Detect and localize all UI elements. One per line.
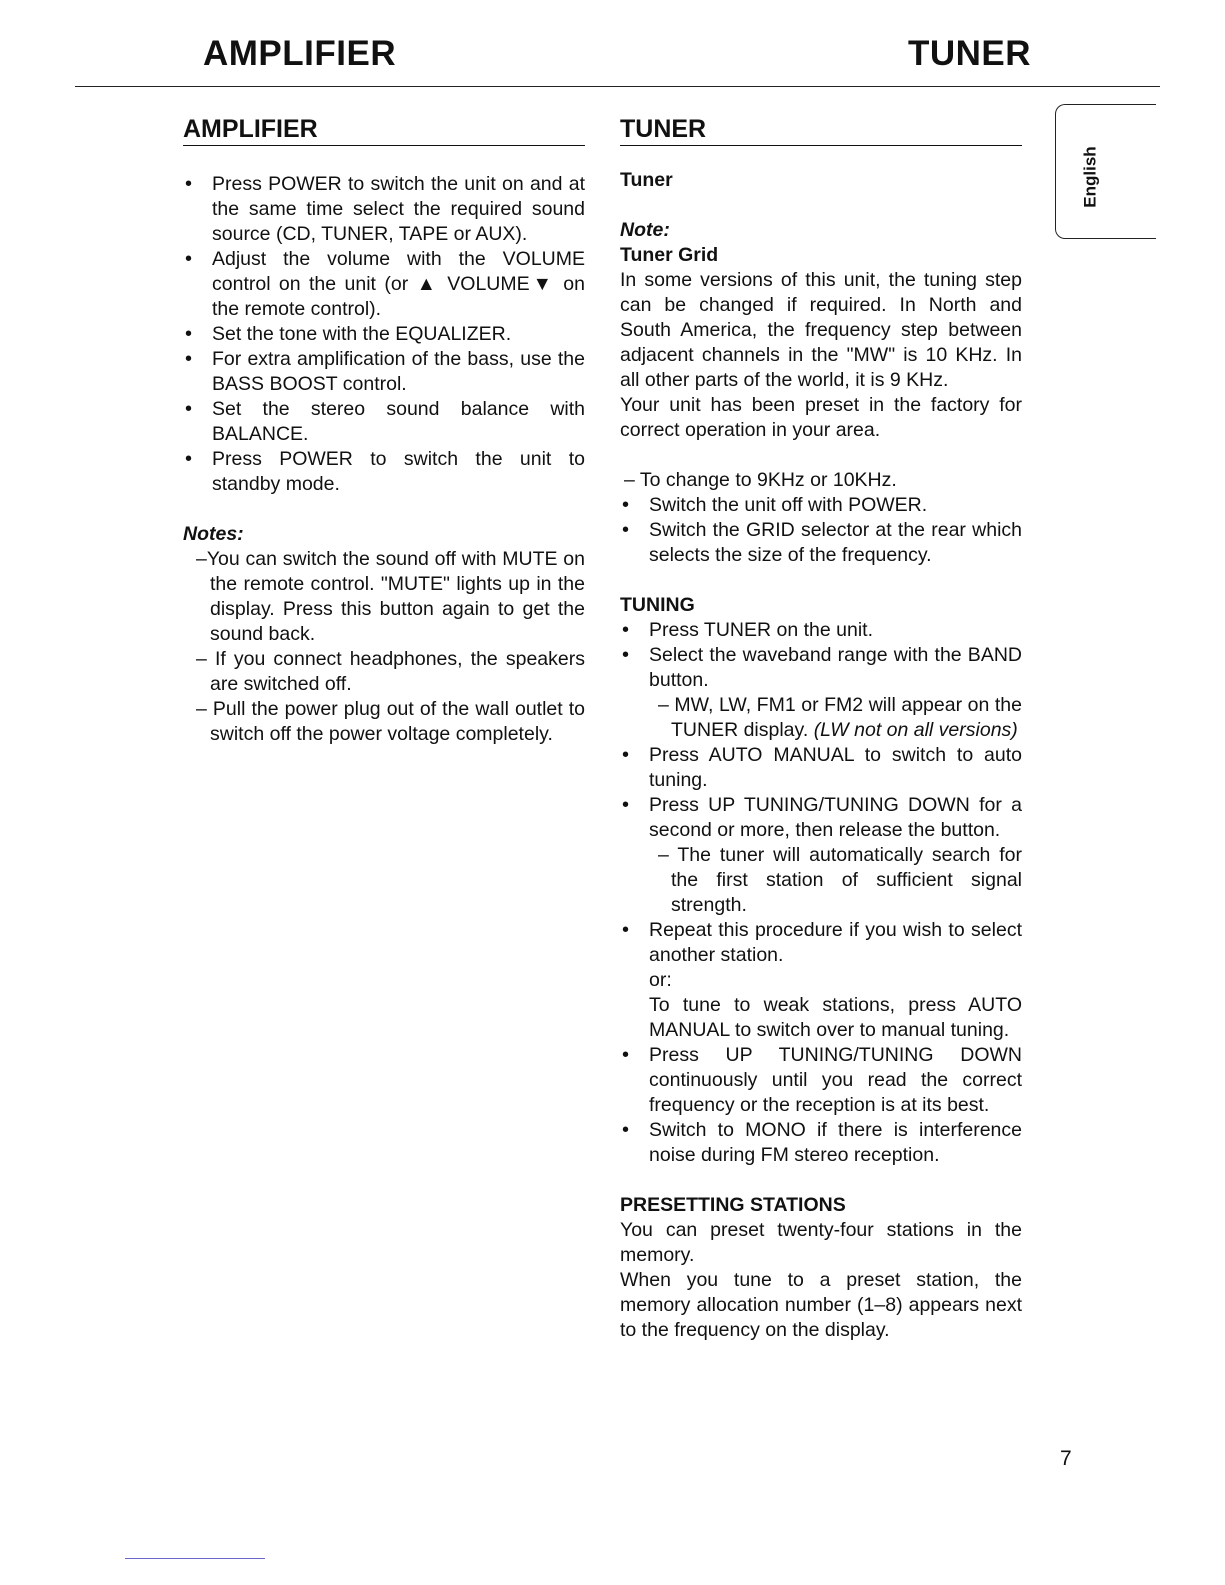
amplifier-bullets — [183, 172, 585, 497]
language-tab — [1055, 104, 1156, 239]
list-item: • Press AUTO MANUAL to switch to auto tuning. — [620, 743, 1022, 793]
list-item — [620, 643, 1022, 743]
list-item: • Switch the GRID selector at the rear which selects the size of the frequency. — [620, 518, 1022, 568]
list-item — [620, 918, 1022, 1043]
list-text: Select the waveband range with the BAND button. — [649, 644, 1022, 691]
list-subtext: To tune to weak stations, press AUTO MANUAL to switch over to manual tuning. — [649, 994, 1022, 1041]
list-item: • Press POWER to switch the unit on and at the same time select the required sound source (CD, TUNER, TAPE or AUX). — [183, 172, 585, 247]
tuning-list — [620, 618, 1022, 1168]
notes-label: Notes: — [183, 523, 244, 545]
language-label: English — [1080, 146, 1100, 208]
change-label: – To change to 9KHz or 10KHz. — [624, 469, 897, 491]
list-text: Repeat this procedure if you wish to select another station. — [649, 919, 1022, 966]
grid-text-2: Your unit has been preset in the factory for correct operation in your area. — [620, 394, 1022, 441]
page-header-left: AMPLIFIER — [203, 34, 397, 73]
list-item: • Adjust the volume with the VOLUME control on the unit (or ▲ VOLUME▼ on the remote control). — [183, 247, 585, 322]
list-item: • Set the tone with the EQUALIZER. — [183, 322, 585, 347]
note-item: – Pull the power plug out of the wall outlet to switch off the power voltage completely. — [196, 698, 585, 745]
list-item: • Press TUNER on the unit. — [620, 618, 1022, 643]
header-rule — [75, 86, 1160, 87]
note-label: Note: — [620, 219, 670, 241]
page-number: 7 — [1060, 1447, 1072, 1470]
tuning-title: TUNING — [620, 594, 695, 616]
list-text: Press UP TUNING/TUNING DOWN for a second or more, then release the button. — [649, 794, 1022, 841]
preset-text-1: You can preset twenty-four stations in the memory. — [620, 1219, 1022, 1266]
tuner-heading: TUNER — [620, 114, 1022, 146]
list-item: • Switch the unit off with POWER. — [620, 493, 1022, 518]
grid-title: Tuner Grid — [620, 244, 719, 266]
amplifier-heading: AMPLIFIER — [183, 114, 585, 146]
footer-line — [125, 1558, 265, 1559]
or-label: or: — [649, 969, 672, 991]
amplifier-column — [183, 114, 585, 747]
list-item: • For extra amplification of the bass, use the BASS BOOST control. — [183, 347, 585, 397]
list-item: • Switch to MONO if there is interference noise during FM stereo reception. — [620, 1118, 1022, 1168]
list-subtext: – The tuner will automatically search for the first station of sufficient signal strength. — [658, 844, 1022, 916]
preset-text-2: When you tune to a preset station, the memory allocation number (1–8) appears next to the frequency on the display. — [620, 1269, 1022, 1341]
page-header-right: TUNER — [908, 34, 1032, 73]
preset-title: PRESETTING STATIONS — [620, 1194, 846, 1216]
list-item: • Set the stereo sound balance with BALANCE. — [183, 397, 585, 447]
list-subtext: – MW, LW, FM1 or FM2 will appear on the TUNER display. — [658, 694, 1022, 741]
list-subnote: (LW not on all versions) — [813, 719, 1018, 741]
tuner-subtitle: Tuner — [620, 169, 673, 191]
tuner-column — [620, 114, 1022, 1343]
list-item — [620, 793, 1022, 918]
notes-list — [183, 547, 585, 747]
list-item: • Press POWER to switch the unit to standby mode. — [183, 447, 585, 497]
list-item: • Press UP TUNING/TUNING DOWN continuously until you read the correct frequency or the reception is at its best. — [620, 1043, 1022, 1118]
note-item: – If you connect headphones, the speakers are switched off. — [196, 648, 585, 695]
grid-text: In some versions of this unit, the tuning step can be changed if required. In North and South America, the frequency step between adjacent channels in the "MW" is 10 KHz. In all other parts of the world, it is 9 KHz. — [620, 269, 1022, 391]
note-item: –You can switch the sound off with MUTE on the remote control. "MUTE" lights up in the display. Press this button again to get the sound back. — [196, 548, 585, 645]
